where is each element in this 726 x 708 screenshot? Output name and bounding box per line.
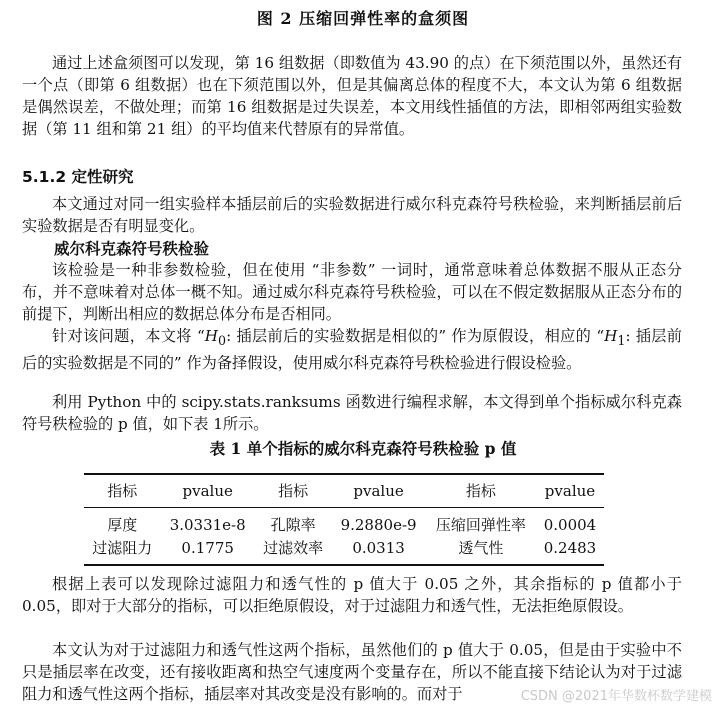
paragraph-hypothesis xyxy=(22,325,682,374)
table-header-cell: 指标 xyxy=(107,482,138,500)
pvalue-table xyxy=(84,473,604,566)
h0-symbol: H xyxy=(204,327,219,345)
paragraph-results: 根据上表可以发现除过滤阻力和透气性的 p 值大于 0.05 之外，其余指标的 p 值都小于 0.05，即对于大部分的指标，可以拒绝原假设，对于过滤阻力和透气性，无法拒绝原假设。 xyxy=(22,575,682,615)
figure-caption: 图 2 压缩回弹性率的盒须图 xyxy=(256,9,470,28)
table-cell: 0.2483 xyxy=(543,538,597,557)
paragraph-python: 利用 Python 中的 scipy.stats.ranksums 函数进行编程求解，本文得到单个指标威尔科克森符号秩检验的 p 值，如下表 1所示。 xyxy=(22,393,682,433)
h1-subscript: 1 xyxy=(617,333,626,349)
table-cell: 0.0004 xyxy=(543,515,597,534)
table-cell: 过滤效率 xyxy=(263,539,324,557)
table-cell: 3.0331e-8 xyxy=(169,515,246,534)
table-cell: 孔隙率 xyxy=(270,516,316,534)
table-row xyxy=(84,536,604,565)
paragraph-intro-test: 本文通过对同一组实验样本插层前后的实验数据进行威尔科克森符号秩检验，来判断插层前后实验数据是否有明显变化。 xyxy=(22,195,682,235)
table-header-cell: 指标 xyxy=(278,482,309,500)
table-cell: 0.1775 xyxy=(181,538,234,557)
h0-subscript: 0 xyxy=(218,333,227,349)
table-cell: 过滤阻力 xyxy=(92,539,153,557)
table-cell: 9.2880e-9 xyxy=(340,515,417,534)
table-header-cell: 指标 xyxy=(465,482,496,500)
table-header-row xyxy=(84,474,604,508)
watermark: CSDN @2021年华数杯数学建模 xyxy=(520,689,712,704)
table-header-cell: pvalue xyxy=(544,481,596,500)
hypothesis-middle: : 插层前后的实验数据是相似的” 作为原假设，相应的 “ xyxy=(226,327,605,345)
table-cell: 厚度 xyxy=(107,516,138,534)
h1-symbol: H xyxy=(604,327,618,345)
hypothesis-suffix: : 插层前后的实验数据是不同的” 作为备择假设，使用威尔科克森符号秩检验进行假设检验。 xyxy=(22,327,682,373)
table-cell: 0.0313 xyxy=(352,538,405,557)
table-cell: 透气性 xyxy=(458,539,504,557)
table-header-cell: pvalue xyxy=(353,481,404,500)
subheading-wilcoxon: 威尔科克森符号秩检验 xyxy=(54,239,210,258)
paragraph-nonparametric: 该检验是一种非参数检验，但在使用 “非参数” 一词时，通常意味着总体数据不服从正态分布，并不意味着对总体一概不知。通过威尔科克森符号秩检验，可以在不假定数据服从正态分布的前提下，判断出相应的数据总体分布是否相同。 xyxy=(22,261,682,323)
table-header-cell: pvalue xyxy=(182,481,233,500)
table-caption: 表 1 单个指标的威尔科克森符号秩检验 p 值 xyxy=(209,439,517,458)
hypothesis-prefix: 针对该问题，本文将 “ xyxy=(52,327,205,345)
table-row xyxy=(84,508,604,537)
paragraph-discussion: 本文认为对于过滤阻力和透气性这两个指标，虽然他们的 p 值大于 0.05，但是由于实验中不只是插层率在改变，还有接收距离和热空气速度两个变量存在，所以不能直接下结论认为对于过滤阻力和透气性这两个指标，插层率对其改变是没有影响的。而对于 xyxy=(22,641,682,703)
paragraph-boxplot-analysis: 通过上述盒须图可以发现，第 16 组数据（即数值为 43.90 的点）在下须范围以外，虽然还有一个点（即第 6 组数据）也在下须范围以外，但是其偏离总体的程度不大，本文认为第 6 组数据是偶然误差，不做处理；而第 16 组数据是过失误差，本文用线性插值的方法，即相邻两组实验数据（第 11 组和第 21 组）的平均值来代替原有的异常值。 xyxy=(22,54,682,138)
table-cell: 压缩回弹性率 xyxy=(435,516,526,534)
section-heading: 5.1.2 定性研究 xyxy=(22,168,134,186)
